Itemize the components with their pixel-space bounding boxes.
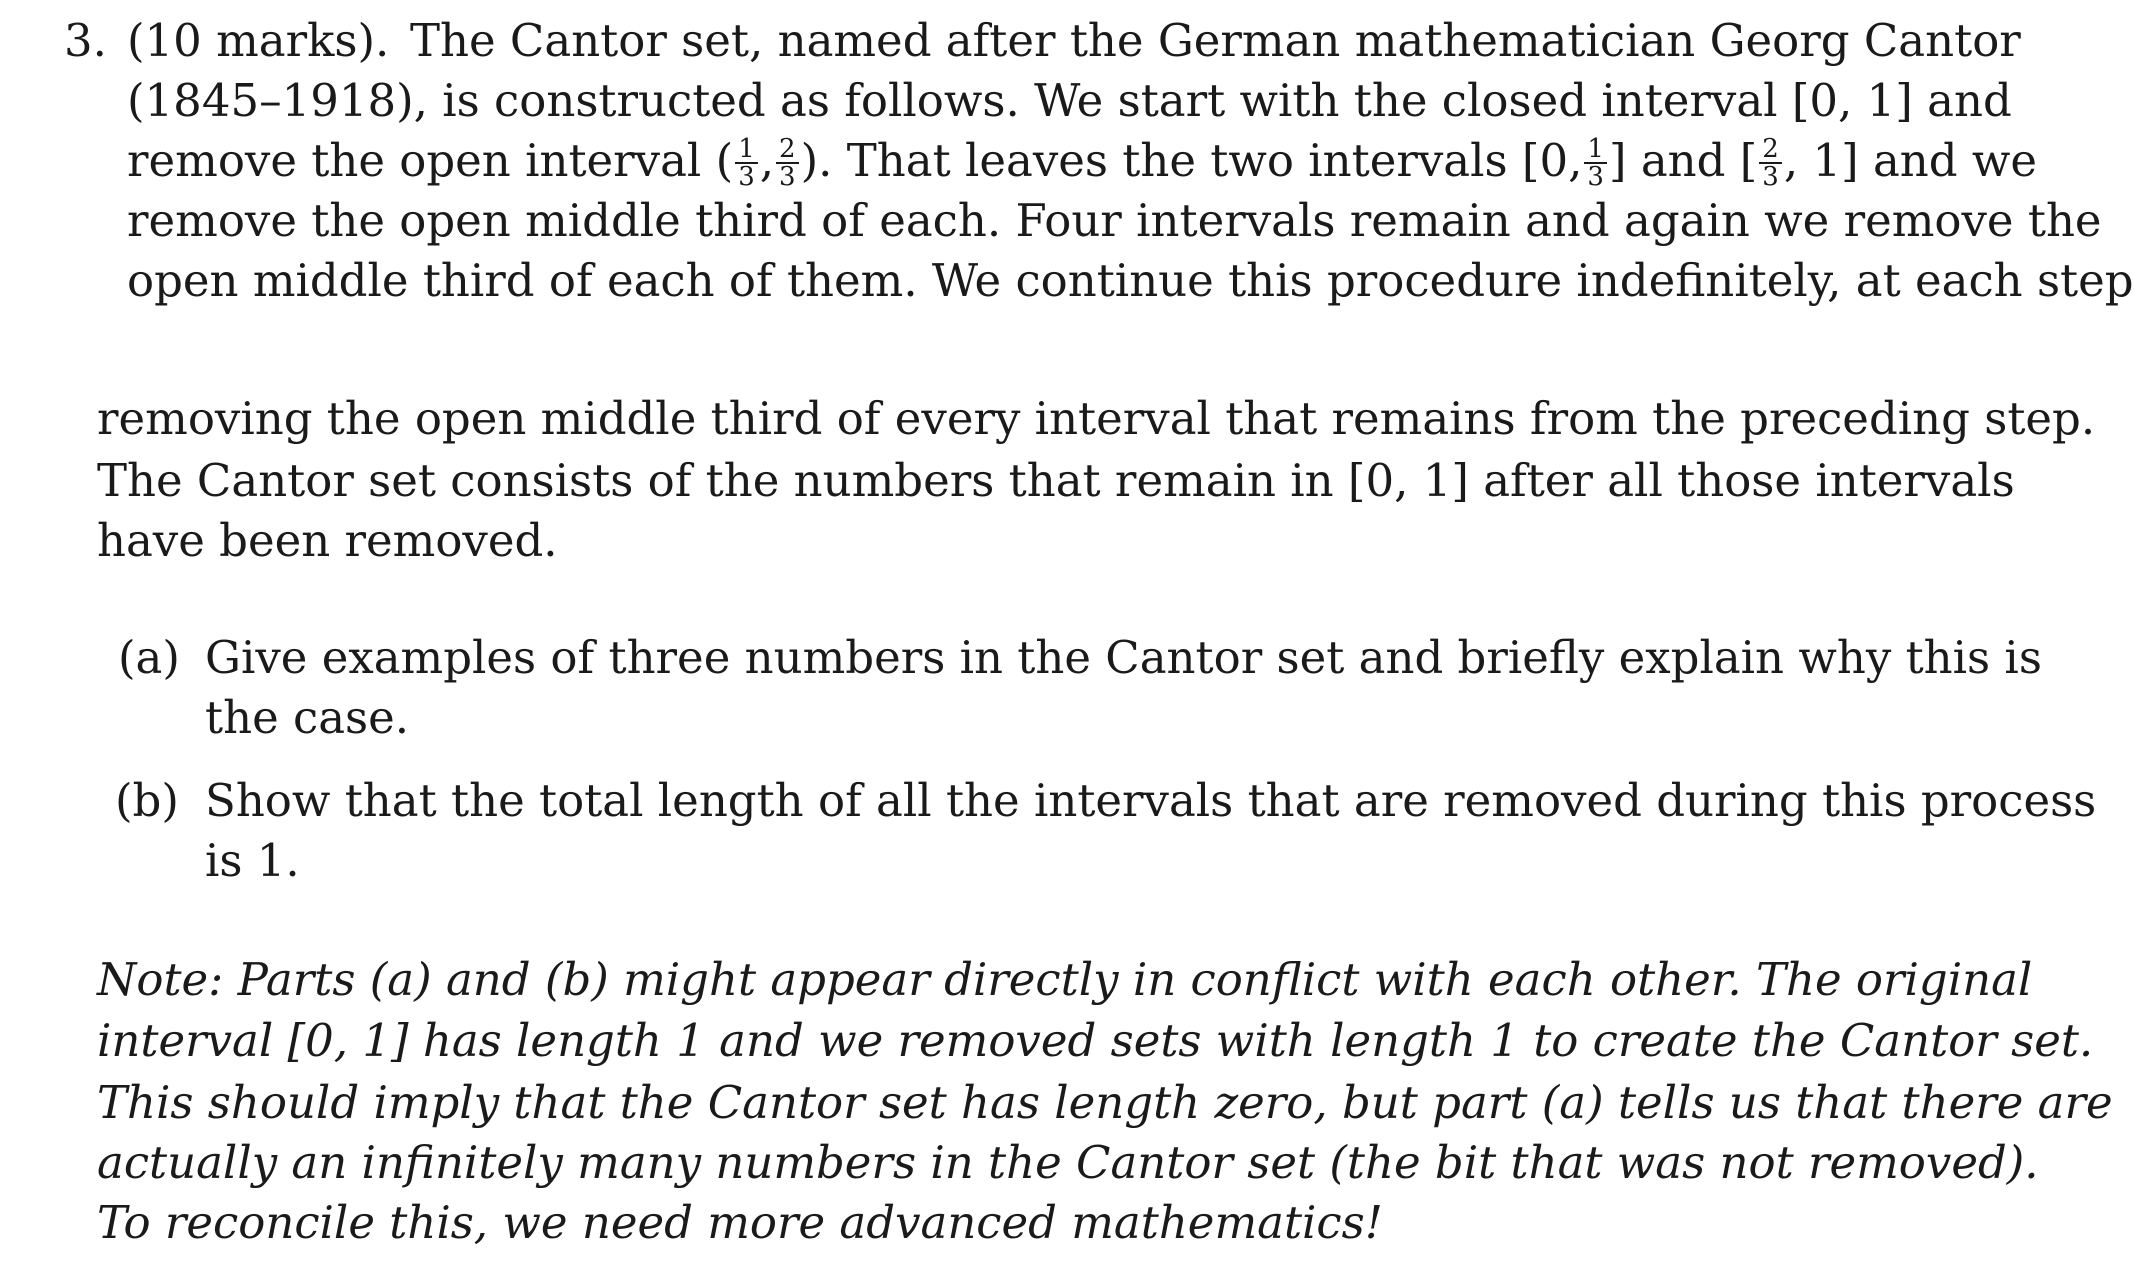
continuation-line-3: have been removed.: [97, 514, 558, 567]
question-number: 3.: [64, 14, 107, 67]
intro-line-3-part-a: remove the open interval (: [127, 134, 734, 187]
continuation-line-2: The Cantor set consists of the numbers that remain in [0, 1] after all those intervals: [97, 454, 2015, 507]
continuation-line-1: removing the open middle third of every interval that remains from the preceding step.: [97, 392, 2096, 445]
note-line-3: This should imply that the Cantor set has length zero, but part (a) tells us that there are: [97, 1076, 2113, 1129]
part-a-label: (a): [118, 631, 180, 684]
intro-line-4: remove the open middle third of each. Four intervals remain and again we remove the: [127, 194, 2102, 247]
note-line-2: interval [0, 1] has length 1 and we removed sets with length 1 to create the Cantor set.: [97, 1014, 2094, 1067]
fraction-one-third: $\frac{1}{3}$: [735, 136, 758, 190]
fraction-one-third-b: $\frac{1}{3}$: [1584, 136, 1607, 190]
part-a-line-1: Give examples of three numbers in the Cantor set and briefly explain why this is: [205, 631, 2042, 684]
intro-line-2: (1845–1918), is constructed as follows. We start with the closed interval [0, 1] and: [127, 74, 2012, 127]
intro-line-3: [127, 131, 2038, 192]
intro-line-3-part-d: ] and [: [1608, 134, 1758, 187]
fraction-two-thirds: $\frac{2}{3}$: [776, 136, 799, 190]
fraction-two-thirds-b: $\frac{2}{3}$: [1759, 136, 1782, 190]
intro-line-5: open middle third of each of them. We continue this procedure indefinitely, at each step: [127, 254, 2134, 307]
note-line-4: actually an infinitely many numbers in the Cantor set (the bit that was not removed).: [97, 1136, 2039, 1189]
intro-line-3-part-c: ). That leaves the two intervals [0,: [800, 134, 1583, 187]
note-line-1: Note: Parts (a) and (b) might appear directly in conflict with each other. The original: [97, 953, 2033, 1006]
question-marks: (10 marks).: [127, 14, 390, 67]
intro-line-3-part-e: , 1] and we: [1783, 134, 2038, 187]
part-b-line-2: is 1.: [205, 834, 300, 887]
part-a-line-2: the case.: [205, 691, 410, 744]
intro-line-3-part-b: ,: [759, 134, 775, 187]
part-b-label: (b): [115, 774, 179, 827]
part-b-line-1: Show that the total length of all the intervals that are removed during this process: [205, 774, 2097, 827]
intro-line-1: The Cantor set, named after the German mathematician Georg Cantor: [410, 14, 2021, 67]
note-line-5: To reconcile this, we need more advanced mathematics!: [97, 1196, 1383, 1249]
